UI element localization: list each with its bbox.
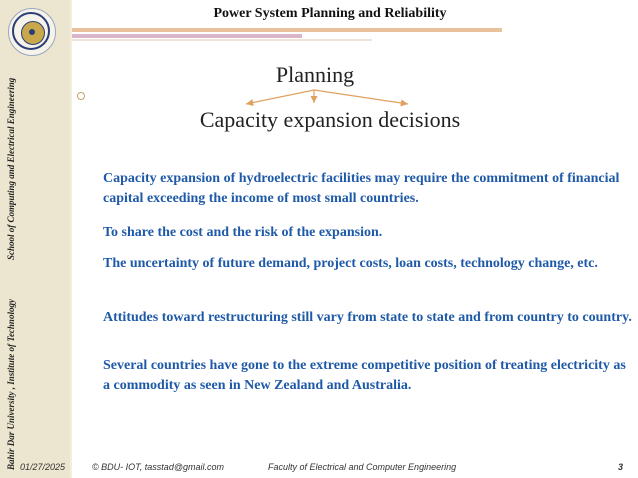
capacity-heading: Capacity expansion decisions bbox=[199, 107, 461, 132]
footer-date: 01/27/2025 bbox=[20, 462, 66, 472]
point-3: The uncertainty of future demand, project costs, loan costs, technology change, etc. bbox=[103, 256, 598, 271]
footer-faculty: Faculty of Electrical and Computer Engineering bbox=[268, 462, 457, 472]
point-1: Capacity expansion of hydroelectric facilities may require the commitment of financial capital exceeding the income of most small countries. bbox=[103, 171, 620, 206]
page-title: Power System Planning and Reliability bbox=[213, 6, 447, 21]
arrow-right bbox=[314, 90, 408, 104]
point-4: Attitudes toward restructuring still vary from state to state and from country to country. bbox=[103, 310, 632, 325]
planning-heading: Planning bbox=[275, 62, 355, 87]
arrow-left bbox=[246, 90, 314, 104]
university-name: Bahir Dar University , Institute of Technology bbox=[6, 299, 16, 470]
point-2: To share the cost and the risk of the expansion. bbox=[103, 225, 383, 240]
school-name: School of Computing and Electrical Engineering bbox=[6, 77, 16, 260]
point-5: Several countries have gone to the extreme competitive position of treating electricity as a commodity as seen in New Zealand and Australia. bbox=[103, 358, 626, 393]
page-number: 3 bbox=[618, 462, 624, 472]
footer-copyright: © BDU- IOT, tasstad@gmail.com bbox=[92, 462, 224, 472]
